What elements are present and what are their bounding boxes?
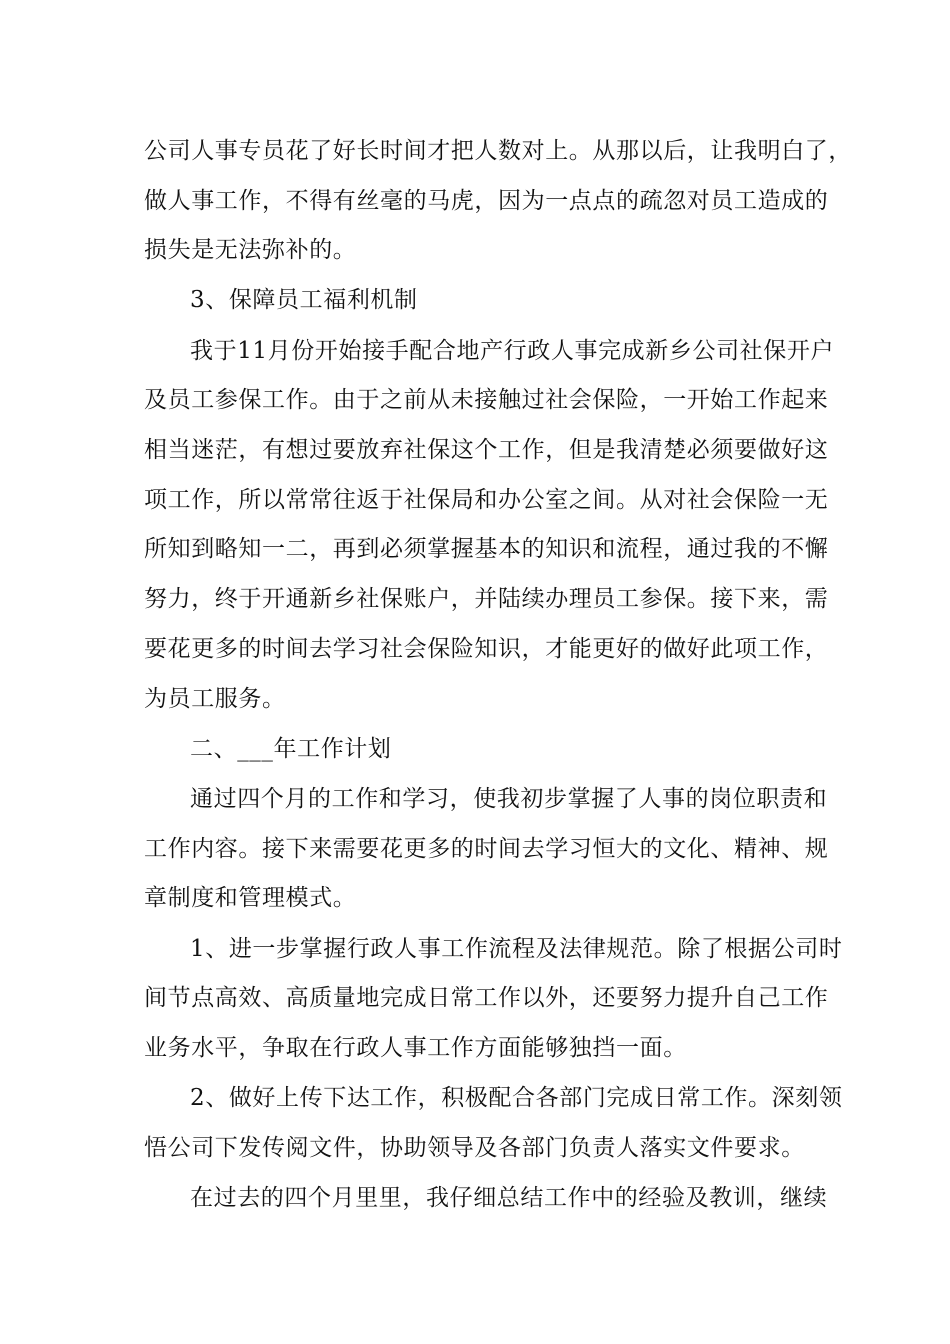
- paragraph-line: 相当迷茫，有想过要放弃社保这个工作，但是我清楚必须要做好这: [144, 437, 829, 463]
- paragraph-line: 项工作，所以常常往返于社保局和办公室之间。从对社会保险一无: [144, 487, 829, 513]
- paragraph-line: 间节点高效、高质量地完成日常工作以外，还要努力提升自己工作: [144, 985, 829, 1011]
- section-heading: 二、___年工作计划: [190, 736, 392, 762]
- section-heading: 3、保障员工福利机制: [190, 287, 418, 313]
- paragraph-line: 努力，终于开通新乡社保账户，并陆续办理员工参保。接下来，需: [144, 586, 829, 612]
- paragraph-line: 章制度和管理模式。: [144, 885, 357, 911]
- paragraph-line: 为员工服务。: [144, 686, 286, 712]
- paragraph-line: 1、进一步掌握行政人事工作流程及法律规范。除了根据公司时: [190, 936, 843, 962]
- paragraph-line: 我于11月份开始接手配合地产行政人事完成新乡公司社保开户: [190, 338, 835, 364]
- paragraph-line: 通过四个月的工作和学习，使我初步掌握了人事的岗位职责和: [190, 786, 828, 812]
- paragraph-line: 所知到略知一二，再到必须掌握基本的知识和流程，通过我的不懈: [144, 536, 829, 562]
- paragraph-line: 要花更多的时间去学习社会保险知识，才能更好的做好此项工作，: [144, 636, 829, 662]
- paragraph-line: 在过去的四个月里里，我仔细总结工作中的经验及教训，继续: [190, 1185, 828, 1211]
- paragraph-line: 损失是无法弥补的。: [144, 237, 357, 263]
- paragraph-line: 业务水平，争取在行政人事工作方面能够独挡一面。: [144, 1035, 687, 1061]
- paragraph-line: 公司人事专员花了好长时间才把人数对上。从那以后，让我明白了，: [144, 138, 852, 164]
- paragraph-line: 工作内容。接下来需要花更多的时间去学习恒大的文化、精神、规: [144, 836, 829, 862]
- paragraph-line: 2、做好上传下达工作，积极配合各部门完成日常工作。深刻领: [190, 1085, 843, 1111]
- paragraph-line: 及员工参保工作。由于之前从未接触过社会保险，一开始工作起来: [144, 387, 829, 413]
- paragraph-line: 做人事工作，不得有丝毫的马虎，因为一点点的疏忽对员工造成的: [144, 188, 829, 214]
- paragraph-line: 悟公司下发传阅文件，协助领导及各部门负责人落实文件要求。: [144, 1135, 805, 1161]
